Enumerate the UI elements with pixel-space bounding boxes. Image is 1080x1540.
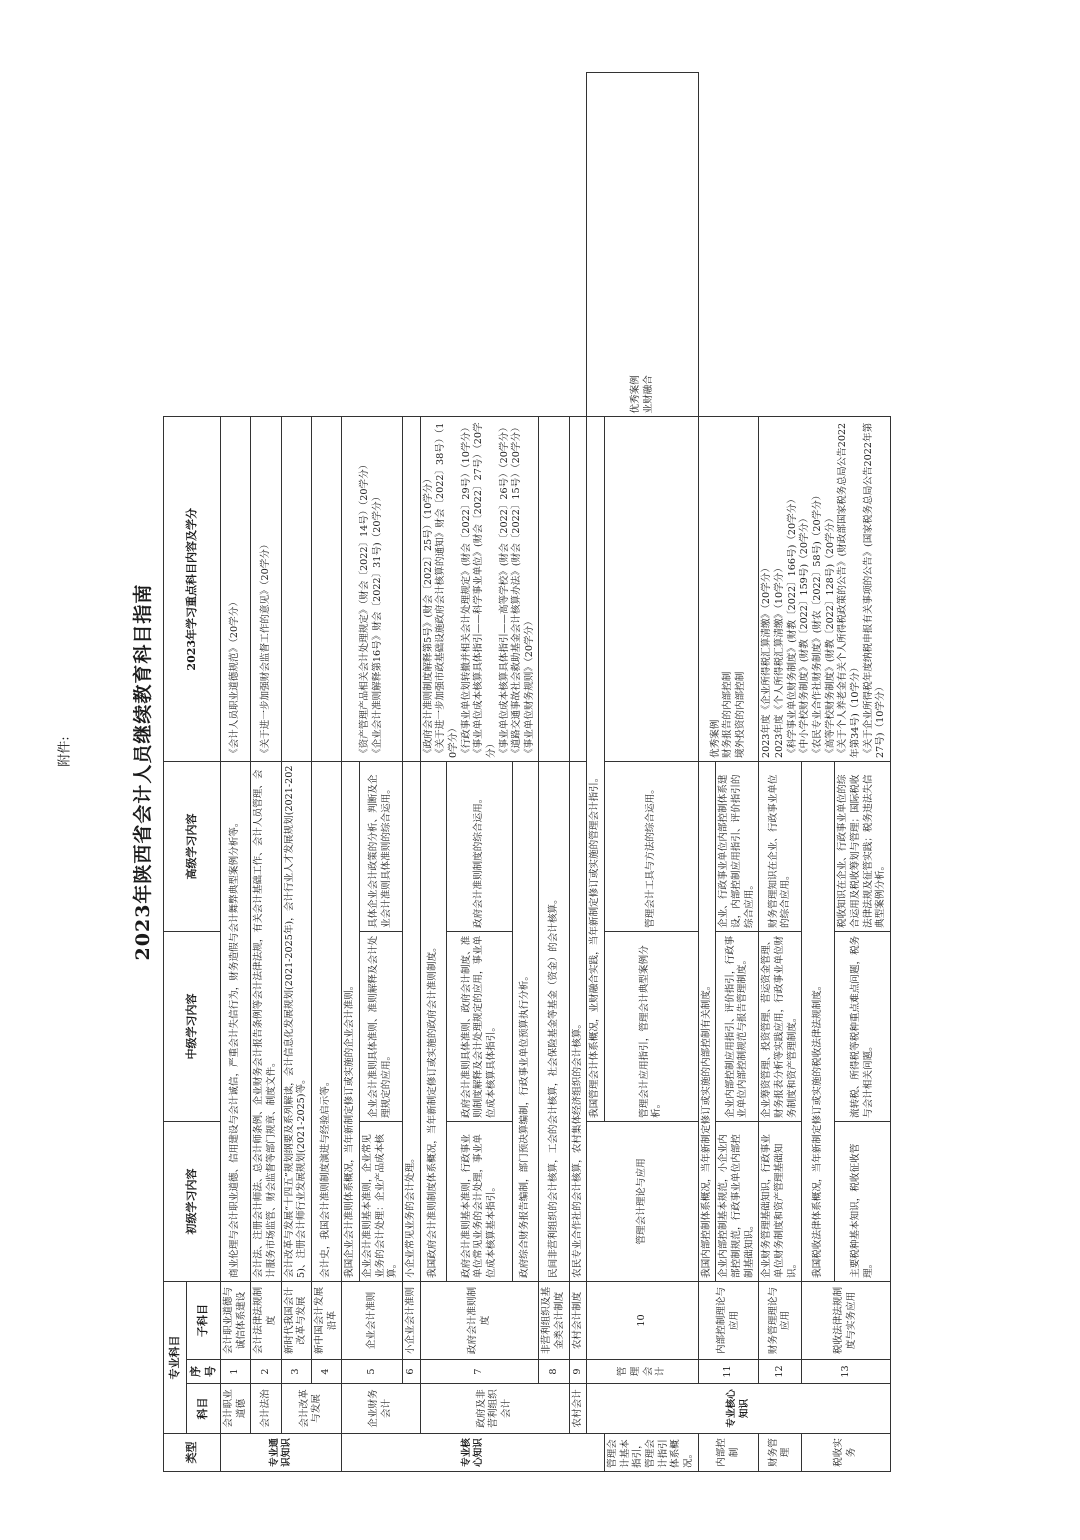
header-subject-group: 专业科目 (164, 1282, 187, 1434)
table-row (698, 73, 716, 1472)
key-item: 《事业单位财务规则》（20学分） (523, 616, 535, 758)
sub-subject-cell: 内部控制理论与应用 (698, 1282, 759, 1360)
key-item: 2023年度《个人所得税汇算清缴》（10学分） (773, 563, 785, 758)
no-cell: 7 (420, 1360, 539, 1384)
mid-cell: 企业筹资管理、投资管理、营运资金管理、财务报表分析等实践应用，行政事业单位财务制度和资产管理制度。 (759, 932, 802, 1122)
basic-cell: 主要税种基本知识，税收征收管理。 (835, 1122, 891, 1282)
key-cell (342, 417, 403, 762)
table-row (447, 73, 512, 1472)
content-cell: 小企业常见业务的会计处理。 (402, 762, 420, 1282)
key-item: 《关于企业所得税年度纳税申报有关事项的公告》(国家税务总局公告2022年第27号)（10学分） (862, 422, 887, 758)
type-core-2: 专业核心知识 (587, 1384, 890, 1434)
sub-subject-cell: 财务管理理论与应用 (759, 1282, 802, 1360)
sub-subject-cell: 管理会计理论与应用 (587, 1122, 698, 1282)
content-common-cell: 政府综合财务报告编制，部门预决算编制，行政事业单位预算执行分析。 (512, 762, 539, 1282)
subject-cell: 政府及非营利组织会计 (420, 1384, 569, 1434)
content-cell: 会计法、注册会计师法、总会计师条例、企业财务会计报告条例等会计法律法规，有关会计基础工作、会计人员管理、会计服务市场监管、财会监督等部门规章、制度文件。 (251, 762, 281, 1282)
header-subject: 科目 (187, 1384, 221, 1434)
adv-cell: 具体企业会计政策的分析、判断及企业会计准则具体准则的综合运用。 (359, 762, 402, 932)
subject-cell: 会计改革与发展 (281, 1384, 342, 1434)
rotated-page-area (123, 72, 1005, 1472)
key-item: 《事业单位成本核算具体指引——高等学校》(财会〔2022〕26号）（20学分） (498, 422, 510, 758)
attachment-label: 附件: (57, 736, 73, 767)
key-item: 《行政事业单位划转撤并相关会计处理规定》(财会〔2022〕29号）（10学分） (460, 422, 472, 758)
key-item: 《企业会计准则解释第16号》财会〔2022〕31号)（20学分） (372, 491, 384, 758)
key-item: 《政府会计准则制度解释第5号》(财会〔2022〕25号）（10学分） (422, 473, 434, 758)
key-item: 2023年度《企业所得税汇算清缴》（20学分） (761, 563, 773, 758)
subject-cell: 企业财务会计 (342, 1384, 420, 1434)
key-cell: 《会计人员职业道德规范》（20学分） (221, 417, 251, 762)
no-cell: 5 (342, 1360, 403, 1384)
header-type: 类型 (164, 1434, 221, 1472)
subject-cell: 会计职业道德 (221, 1384, 251, 1434)
subject-cell: 管理会计 (587, 1360, 698, 1384)
subject-cell: 内部控制 (698, 1434, 759, 1472)
basic-cell: 政府会计准则基本准则，行政事业单位常见业务的会计处理，事业单位成本核算基本指引。 (447, 1122, 512, 1282)
header-mid: 中级学习内容 (164, 932, 221, 1122)
sub-subject-cell: 小企业会计准则 (402, 1282, 420, 1360)
sub-subject-cell: 新中国会计发展沿革 (311, 1282, 341, 1360)
mid-cell: 流转税、所得税等税种重点难点问题，税务与会计相关问题。 (835, 932, 891, 1122)
table-row (221, 73, 251, 1472)
table-row (342, 73, 360, 1472)
no-cell: 10 (587, 1282, 698, 1360)
content-common-cell: 我国税收法律体系概况，当年新制定修订或实施的税收法律法规制度。 (802, 762, 835, 1282)
adv-cell: 管理会计工具与方法的综合运用。 (605, 762, 699, 932)
table-row (402, 73, 420, 1472)
basic-cell: 企业财务管理基础知识，行政事业单位财务制度和资产管理基础知识。 (759, 1122, 802, 1282)
content-common-cell: 我国管理会计体系概况，业财融合实践，当年新制定修订或实施的管理会计指引。 (587, 417, 605, 1122)
key-item: 《农民专业合作社财务制度》(财农〔2022〕58号)（20学分） (811, 490, 823, 758)
rotated-document (123, 72, 1005, 1472)
key-item: 《道路交通事故社会救助基金会计核算办法》(财会〔2022〕15号）（20学分） (511, 422, 523, 758)
key-item: 《科学事业单位财务制度》(财教〔2022〕166号)（20学分） (786, 494, 798, 758)
adv-cell: 财务管理知识在企业、行政事业单位的综合应用。 (759, 762, 802, 932)
table-row (802, 73, 835, 1472)
sub-subject-cell: 非营利组织及基金类会计制度 (539, 1282, 569, 1360)
table-row (759, 73, 802, 1472)
key-item: 《资产管理产品相关会计处理规定》（财会〔2022〕14号）（20学分） (359, 459, 371, 758)
type-core-1: 专业核心知识 (342, 1434, 605, 1472)
sub-subject-cell: 会计职业道德与诚信体系建设 (221, 1282, 251, 1360)
content-cell: 会计史，我国会计准则制度演进与经验启示等。 (311, 762, 341, 1282)
content-cell: 农民专业合作社的会计核算，农村集体经济组织的会计核算。 (569, 762, 587, 1282)
sub-subject-cell: 企业会计准则 (342, 1282, 403, 1360)
table-row (587, 73, 605, 1472)
sub-subject-cell: 会计法律法规制度 (251, 1282, 281, 1360)
key-cell (311, 417, 341, 762)
key-item: 《事业单位成本核算具体指引——科学事业单位》(财会〔2022〕27号）（20学分） (473, 422, 497, 758)
table-row (311, 73, 341, 1472)
no-cell: 8 (539, 1360, 569, 1384)
sub-subject-cell: 政府会计准则制度 (420, 1282, 539, 1360)
table-row (420, 73, 447, 1472)
mid-cell: 管理会计应用指引，管理会计典型案例分析。 (605, 932, 699, 1122)
key-item: 《关于进一步加强市政基础设施政府会计核算的通知》财会〔2022〕38号）（10学分） (435, 422, 459, 758)
no-cell: 9 (569, 1360, 587, 1384)
basic-cell: 管理会计基本指引，管理会计指引体系概况。 (605, 1434, 699, 1472)
table-row (539, 73, 569, 1472)
document-title: 2023年陕西省会计人员继续教育科目指南 (132, 583, 154, 961)
no-cell: 12 (759, 1360, 802, 1384)
content-common-cell: 我国政府会计准则制度体系概况，当年新制定修订或实施的政府会计准则制度。 (420, 762, 447, 1282)
table-row (569, 73, 587, 1472)
table-row (835, 73, 891, 1472)
key-cell: 优秀案例 财务报告的内部控制 境外投资的内部控制 (698, 417, 759, 762)
sub-subject-cell: 农村会计制度 (569, 1282, 587, 1360)
adv-cell: 政府会计准则制度的综合运用。 (447, 762, 512, 932)
table-row (251, 73, 281, 1472)
key-cell (402, 417, 420, 762)
basic-cell: 企业会计准则基本准则，企业常见业务的会计处理：企业产品成本核算。 (359, 1122, 402, 1282)
subject-cell: 会计法治 (251, 1384, 281, 1434)
key-cell (281, 417, 311, 762)
key-cell (420, 417, 539, 762)
key-cell (569, 417, 587, 762)
table-row (716, 73, 759, 1472)
no-cell: 3 (281, 1360, 311, 1384)
table-row (359, 73, 402, 1472)
content-common-cell: 我国内部控制体系概况，当年新制定修订或实施的内部控制有关制度。 (698, 762, 716, 1282)
adv-cell: 税收知识在企业、行政事业单位的综合运用及税收筹划与管理；国际税收法律法规及征管实践；税务违法失信典型案例分析。 (835, 762, 891, 932)
mid-cell: 企业内部控制应用指引、评价指引，行政事业单位内部控制规范与报告管理制度。 (716, 932, 759, 1122)
key-cell: 优秀案例 业财融合 (587, 73, 698, 418)
content-cell: 商业伦理与会计职业道德、信用建设与会计诚信，严重会计失信行为，财务造假与会计舞弊典型案例分析等。 (221, 762, 251, 1282)
key-cell (759, 417, 891, 762)
header-adv: 高级学习内容 (164, 762, 221, 932)
header-no: 序号 (187, 1360, 221, 1384)
no-cell: 2 (251, 1360, 281, 1384)
key-item: 《关于个人养老金有关个人所得税政策的公告》(财政部国家税务总局公告2022年第34号)（10学分） (837, 422, 861, 758)
mid-cell: 企业会计准则具体准则、准则解释及会计处理规定的应用。 (359, 932, 402, 1122)
subject-guide-table (163, 72, 891, 1472)
content-common-cell: 我国企业会计准则体系概况，当年新制定修订或实施的企业会计准则。 (342, 762, 360, 1282)
type-general: 专业通识知识 (221, 1434, 342, 1472)
subject-cell: 财务管理 (759, 1434, 802, 1472)
no-cell: 6 (402, 1360, 420, 1384)
key-item: 《高等学校财务制度》(财教〔2022〕128号)（20学分） (824, 513, 836, 758)
no-cell: 11 (698, 1360, 759, 1384)
subject-cell: 农村会计 (569, 1384, 587, 1434)
table-row (512, 73, 539, 1472)
sub-subject-cell: 税收法律法规制度与实务应用 (802, 1282, 891, 1360)
header-sub-subject: 子科目 (187, 1282, 221, 1360)
content-cell: 会计改革与发展“十四五”规划纲要及系列解读，会计信息化发展规划(2021-2025年)，会计行业人才发展规划(2021-2025)、注册会计师行业发展规划(2021-2025)等。 (281, 762, 311, 1282)
sub-subject-cell: 新时代我国会计改革与发展 (281, 1282, 311, 1360)
header-key: 2023年学习重点科目内容及学分 (164, 417, 221, 762)
content-cell: 民间非营利组织的会计核算，工会的会计核算，社会保险基金等基金（资金）的会计核算。 (539, 762, 569, 1282)
header-basic: 初级学习内容 (164, 1122, 221, 1282)
key-item: 《中小学校财务制度》(财教〔2022〕159号)（20学分） (799, 513, 811, 758)
key-cell: 《关于进一步加强财会监督工作的意见》（20学分） (251, 417, 281, 762)
no-cell: 13 (802, 1360, 891, 1384)
no-cell: 1 (221, 1360, 251, 1384)
table-row (281, 73, 311, 1472)
subject-cell: 税收实务 (802, 1434, 891, 1472)
mid-cell: 政府会计准则具体准则、政府会计制度、准则制度解释及会计处理规定的应用，事业单位成本核算具体指引。 (447, 932, 512, 1122)
no-cell: 4 (311, 1360, 341, 1384)
basic-cell: 企业内部控制基本规范，小企业内部控制规范，行政事业单位内部控制基础知识。 (716, 1122, 759, 1282)
adv-cell: 企业、行政事业单位内部控制体系建设，内部控制应用指引、评价指引的综合应用。 (716, 762, 759, 932)
key-cell (539, 417, 569, 762)
